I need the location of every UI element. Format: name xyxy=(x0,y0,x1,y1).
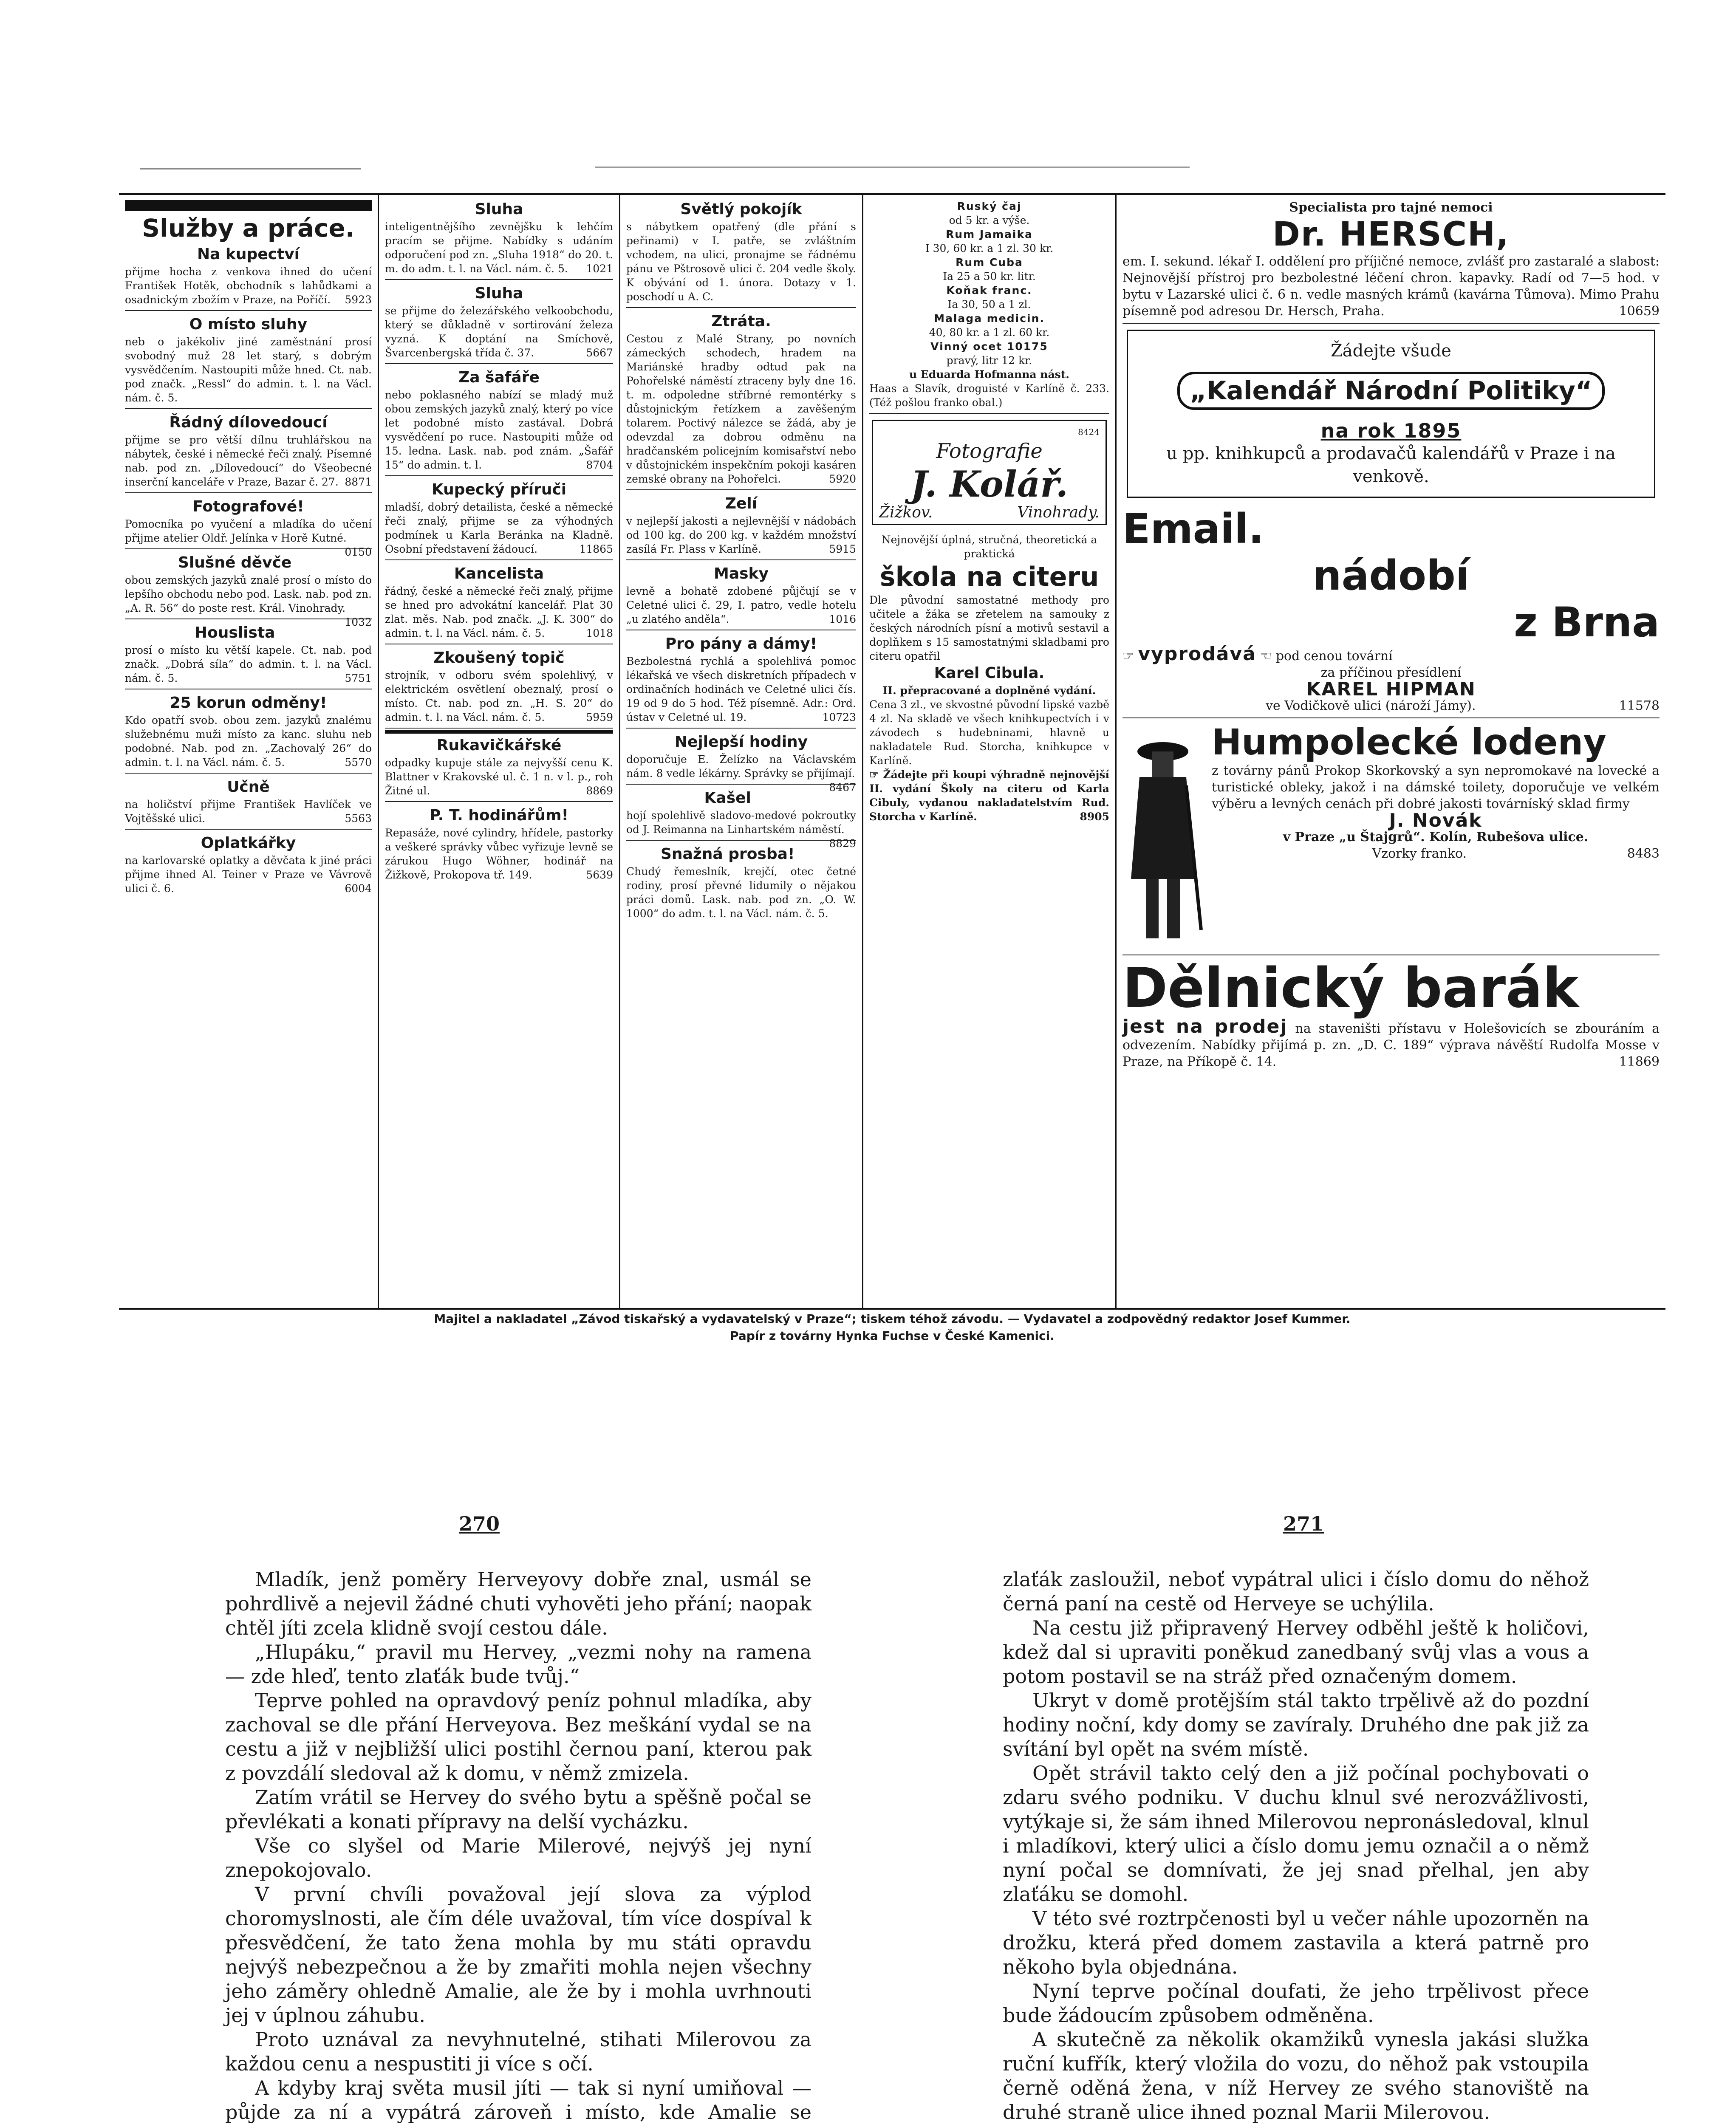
ad-text: obou zemských jazyků znalé prosí o místo do lepšího obchodu nebo pod. Lask. nab. pod zn. „A. R. 56“ do poste rest. Král. Vinohrady. xyxy=(125,574,372,614)
ad xyxy=(125,551,372,628)
ad-number: 8467 xyxy=(829,781,856,794)
ad xyxy=(385,478,613,560)
ad-number: 5667 xyxy=(586,347,613,359)
loden-ad xyxy=(1122,720,1660,955)
price-line: 40, 80 kr. a 1 zl. 60 kr. xyxy=(929,326,1050,339)
ad-title: Masky xyxy=(714,565,769,582)
ad-title: P. T. hodinářům! xyxy=(430,807,568,824)
ad-text: Chudý řemeslník, krejčí, otec četné rodiny, prosí převné lidumily o nějakou práci domů. Lask. nab. pod zn. „O. W. 1000“ do adm. t. l. na Václ. nám. č. 5. xyxy=(626,865,856,920)
scan-mark xyxy=(595,167,1190,168)
doctor-name: Dr. HERSCH, xyxy=(1272,215,1510,254)
ad-title: Humpolecké lodeny xyxy=(1212,721,1607,763)
ad-title: Kašel xyxy=(704,789,751,807)
price-line: Rum Jamaika xyxy=(946,228,1033,240)
ad-title: Kupecký příruči xyxy=(431,481,567,498)
ad-title-3: z Brna xyxy=(1514,599,1660,646)
ad-text: Dle původní samostatné methody pro učitele a žáka se zřetelem na samouky z českých národních písní a motivů sestavil a doplňkem s 15 samostatnými skladbami pro citeru opatřil xyxy=(869,594,1109,662)
ad-text: Cestou z Malé Strany, po novních zámeckých schodech, hradem na Mariánské hradby odtud pak na Pohořelské náměstí ztraceny byly dne 16. t. m. odpoledne stříbrné remontérky s důstojnickým řetízkem a zavěšeným tolarem. Poctivý nálezce se žádá, aby je odevzdal za dobrou odměnu na hradčanském policejním komisařství nebo v důstojnickém inspekčním pokoji kasáren zemské obrany na Pohořelci. xyxy=(626,333,856,485)
ad-number: 5959 xyxy=(586,711,613,723)
section-title: Služby a práce. xyxy=(142,214,355,243)
ad-number: 1016 xyxy=(829,613,856,625)
ad-text: doporučuje E. Želízko na Václavském nám. 8 vedle lékárny. Správky se přijímají. xyxy=(626,753,856,780)
ad xyxy=(626,730,856,794)
ad-text: z továrny pánů Prokop Skorkovský a syn nepromokavé na lovecké a turistické obleky, jakož i na dámské toilety, doporučuje ve velkém výběru a levných cenách při dobré jakosti továrníský sklad firmy xyxy=(1212,763,1660,811)
imprint-line-1: Majitel a nakladatel „Závod tiskařský a vydavatelský v Praze“; tiskem téhož závodu. — Vydavatel a zodpovědný redaktor Josef Kummer. xyxy=(434,1312,1351,1326)
ad-title: Houslista xyxy=(194,624,275,641)
ad-top-line: Specialista pro tajné nemoci xyxy=(1289,200,1493,215)
ad-title: Oplatkářky xyxy=(201,834,296,852)
calendar-title: „Kalendář Národní Politiky“ xyxy=(1177,372,1605,410)
price-line: Vinný ocet 10175 xyxy=(930,340,1048,353)
ad xyxy=(626,492,856,560)
ad-title: Snažná prosba! xyxy=(660,845,795,863)
location-left: Žižkov. xyxy=(879,504,933,521)
ad-title: Učně xyxy=(227,778,270,796)
paragraph: V první chvíli považoval její slova za výplod choromyslnosti, ale čím déle uvažoval, tím více dospíval k přesvědčení, že tato žena mohla by mu státi opravdu nejvýš nebezpečnou a že by zmařiti mohla nejen všechny jeho záměry ohledně Amalie, ale že by i mohla uvrhnouti jej v úplnou záhubu. xyxy=(225,1883,811,2027)
ad-title: Ztráta. xyxy=(711,313,771,330)
ads-column-5 xyxy=(1117,195,1665,1308)
ad xyxy=(125,313,372,409)
ad xyxy=(626,632,856,729)
advertisement-section xyxy=(119,193,1665,1310)
price-line: od 5 kr. a výše. xyxy=(949,214,1030,226)
ad-title: Světlý pokojík xyxy=(680,201,802,218)
ad-number: 8869 xyxy=(586,785,613,797)
paragraph: Vše co slyšel od Marie Milerové, nejvýš jej nyní znepokojovalo. xyxy=(225,1834,811,1881)
ad-title: Dělnický barák xyxy=(1122,957,1579,1020)
price-line: u Eduarda Hofmanna nást. xyxy=(909,368,1069,381)
ad-title: Kancelista xyxy=(454,565,544,582)
ad-number: 10659 xyxy=(1619,304,1660,319)
ad-title: Fotografové! xyxy=(192,498,304,515)
ad-number: 5915 xyxy=(829,543,856,555)
paragraph: Ukryt v domě protějším stál takto trpělivě až do pozdní hodiny noční, kdy domy se zavíraly. Druhého dne pak již za svítání byl opět na svém místě. xyxy=(1003,1689,1589,1760)
ad-text: nebo poklasného nabízí se mladý muž obou zemských jazyků znalý, který po více let podobné místo zastával. Dobrá vysvědčení po ruce. Nastoupiti může od 15. ledna. Lask. nab. pod znám. „Šafář 15“ do admin. t. l. xyxy=(385,389,613,471)
ad-note: Žádejte při koupi výhradně nejnovější II. vydání Školy na citeru od Karla Cibuly, vydanou nakladatelstvím Rud. Storcha v Karlíně. xyxy=(869,768,1109,823)
ad-number: 5751 xyxy=(345,672,372,684)
ad-title: Nejlepší hodiny xyxy=(674,733,808,751)
ad-title: Za šafáře xyxy=(458,369,540,386)
ad xyxy=(125,621,372,689)
calendar-year: na rok 1895 xyxy=(1320,419,1462,442)
ad-title: 25 korun odměny! xyxy=(170,694,327,712)
scan-mark xyxy=(140,168,361,169)
ad xyxy=(626,786,856,850)
pointing-hand-icon: ☞ xyxy=(1122,649,1134,664)
price-line: Koňak franc. xyxy=(946,284,1032,297)
ad-title: O místo sluhy xyxy=(189,316,308,333)
paragraph: Na cestu již připravený Hervey odběhl ještě k holičovi, kdež dal si upraviti poněkud zanedbaný svůj vlas a vous a potom postavil se na stráž před označeným domem. xyxy=(1003,1616,1589,1688)
ad-number: 8424 xyxy=(1078,427,1100,437)
paragraph: zlaťák zasloužil, neboť vypátral ulici i číslo domu do něhož černá paní na cestě od Herveye se uchýlila. xyxy=(1003,1568,1589,1615)
ad-text: přijme hocha z venkova ihned do učení František Hotěk, obchodník s lahůdkami a osadnickým zbožím v Praze, na Poříčí. xyxy=(125,266,372,306)
ad-intro: Nejnovější úplná, stručná, theoretická a praktická xyxy=(881,534,1097,560)
ad-text: na karlovarské oplatky a děvčata k jiné práci přijme ihned Al. Teiner v Praze ve Vávrově ulici č. 6. xyxy=(125,854,372,895)
ad-number: 1018 xyxy=(586,627,613,639)
ad-title: Zkoušený topič xyxy=(433,649,565,667)
enamel-ad xyxy=(1122,504,1660,718)
ad-text: s nábytkem opatřený (dle přání s peřinami) v I. patře, se zvláštním vchodem, na ulici, pronajme se řádnému pánu ve Pštrosově ulici č. 204 vedle školy. K obývání od 1. února. Dotazy v 1. poschodí u A. C. xyxy=(626,220,856,303)
price-list-ad xyxy=(869,198,1109,414)
story-column-right xyxy=(1003,1568,1589,2124)
ad-number: 10723 xyxy=(822,711,856,723)
page-number-left: 270 xyxy=(459,1512,500,1535)
merchant-name: KAREL HIPMAN xyxy=(1306,678,1476,700)
ad-text: prosí o místo ku větší kapele. Ct. nab. pod značk. „Dobrá síla“ do admin. t. l. na Václ. nám. č. 5. xyxy=(125,644,372,684)
ads-column-4 xyxy=(863,195,1117,1308)
ad-text: v nejlepší jakosti a nejlevnější v nádobách od 100 kg. do 200 kg. v každém množství zasílá Fr. Plass v Karlíně. xyxy=(626,515,856,555)
ad-title: Zelí xyxy=(725,495,758,512)
ad-number: 5563 xyxy=(345,812,372,825)
ad xyxy=(385,730,613,802)
ad-number: 8829 xyxy=(829,837,856,850)
ad-sale: vyprodává xyxy=(1138,643,1256,665)
ads-column-3 xyxy=(620,195,863,1308)
ad-price: Cena 3 zl., ve skvostné původní lipské vazbě 4 zl. Na skladě ve všech knihkupectvích i v závodech s hudebninami, hlavně u nakladatele Rud. Storcha, knihkupce v Karlíně. xyxy=(869,698,1109,767)
ads-column-1 xyxy=(119,195,379,1308)
ad-number: 5570 xyxy=(345,756,372,768)
ad-title: škola na citeru xyxy=(879,561,1099,592)
ad-subtitle: jest na prodej xyxy=(1122,1016,1288,1037)
ad-number: 5639 xyxy=(586,869,613,881)
paragraph: V této své roztrpčenosti byl u večer náhle upozorněn na drožku, která před domem zastavila a která patrně pro někoho byla objednána. xyxy=(1003,1907,1589,1978)
price-line: I 30, 60 kr. a 1 zl. 30 kr. xyxy=(925,242,1054,254)
ad xyxy=(626,310,856,490)
price-line: Ia 25 a 50 kr. litr. xyxy=(943,270,1036,282)
ad xyxy=(385,804,613,885)
ad-line: u pp. knihkupců a prodavačů kalendářů v Praze i na venkově. xyxy=(1166,444,1616,486)
specialist-ad xyxy=(1122,198,1660,324)
price-line: Haas a Slavík, droguisté v Karlíně č. 233. (Též pošlou franko obal.) xyxy=(869,382,1109,409)
ad-sale-note: pod cenou tovární xyxy=(1275,649,1393,664)
ad-samples: Vzorky franko. xyxy=(1372,846,1467,861)
ad-number: 5920 xyxy=(829,473,856,485)
price-line: pravý, litr 12 kr. xyxy=(946,354,1032,367)
ad-number: 0150 xyxy=(345,546,372,558)
firm-name: J. Novák xyxy=(1389,810,1482,831)
ad-text: em. I. sekund. lékař I. oddělení pro příjičné nemoce, zvlášť pro zastaralé a slabost: Nejnovější přístroj pro bezbolestné léčení chron. kapavky. Radí od 7—5 hod. v bytu v Lazarské ulici č. 6 n. vedle masných krámů (kavárna Tůmova). Mimo Prahu písemně pod adresou Dr. Hersch, Praha. xyxy=(1122,254,1660,319)
paragraph: Zatím vrátil se Hervey do svého bytu a spěšně počal se převlékati a konati přípravy na delší vycházku. xyxy=(225,1786,811,1833)
ad-text: inteligentnějšího zevnějšku k lehčím pracím se přijme. Nabídky s udáním odporučení pod zn. „Sluha 1918“ do 20. t. m. do adm. t. l. na Václ. nám. č. 5. xyxy=(385,220,613,275)
ad-title: Sluha xyxy=(475,201,523,218)
ad xyxy=(626,562,856,630)
ad xyxy=(385,198,613,280)
barrack-ad xyxy=(1122,957,1660,1073)
ad-text: na staveništi přístavu v Holešovicích se zbouráním a odvezením. Nabídky přijímá p. zn. „D. C. 189“ výprava návěští Rudolfa Mosse v Praze, na Příkopě č. 14. xyxy=(1122,1021,1660,1069)
ad xyxy=(125,495,372,558)
paragraph: A kdyby kraj světa musil jíti — tak si nyní umiňoval — půjde za ní a vypátrá zároveň i místo, kde Amalie se xyxy=(225,2076,811,2124)
ad-number: 1032 xyxy=(345,616,372,628)
ad xyxy=(125,691,372,774)
ad-number: 11869 xyxy=(1619,1054,1660,1069)
ad xyxy=(125,411,372,493)
price-line: Malaga medicin. xyxy=(934,312,1045,325)
ad-number: 8483 xyxy=(1627,846,1660,861)
ad-text: Bezbolestná rychlá a spolehlivá pomoc lékařská ve všech diskretních případech v ordinačních hodinách ve Celetné ulici čís. 19 od 9 do 5 hod. Též písemně. Adr.: Ord. ústav v Celetné ul. 19. xyxy=(626,655,856,723)
pointing-hand-icon: ☜ xyxy=(1260,649,1272,664)
ad-text: řádný, české a německé řeči znalý, přijme se hned pro advokátní kancelář. Plat 30 zlat. měs. Nab. pod značk. „J. K. 300“ do admin. t. l. na Václ. nám. č. 5. xyxy=(385,585,613,639)
ad xyxy=(125,831,372,899)
ad-title: Řádný dílovedoucí xyxy=(169,414,328,431)
ad-title: Rukavičkářské xyxy=(436,737,562,754)
ad-reason: za příčinou přesídlení xyxy=(1320,665,1462,680)
ad-text: hojí spolehlivě sladovo-medové pokroutky od J. Reimanna na Linhartském náměstí. xyxy=(626,809,856,836)
ad-text: mladší, dobrý detailista, české a německé řeči znalý, přijme se za výhodných podmínek u Karla Beránka na Kladně. Osobní představení žádoucí. xyxy=(385,501,613,555)
ad-title-2: nádobí xyxy=(1312,552,1470,599)
price-line: Ia 30, 50 a 1 zl. xyxy=(947,298,1031,311)
ad-address: v Praze „u Štajgrů“. Kolín, Rubešova ulice. xyxy=(1283,830,1589,845)
hunter-illustration xyxy=(1122,726,1203,947)
imprint xyxy=(119,1311,1665,1344)
ad xyxy=(125,775,372,830)
ad-number: 8905 xyxy=(1080,811,1109,823)
zither-school-ad xyxy=(869,531,1109,827)
ad-title: Slušné děvče xyxy=(178,554,292,571)
photographer-name: J. Kolář. xyxy=(910,463,1069,505)
ad-text: strojník, v odboru svém spolehlivý, v elektrickém osvětlení obeznalý, prosí o místo. Ct. nab. pod zn. „H. S. 20“ do admin. t. l. na Václ. nám. č. 5. xyxy=(385,669,613,723)
ad-number: 11865 xyxy=(579,543,613,555)
ad-number: 1021 xyxy=(586,263,613,275)
ad-title-1: Email. xyxy=(1122,505,1264,553)
photo-heading: Fotografie xyxy=(936,439,1043,463)
paragraph: A skutečně za několik okamžiků vynesla jakási služka ruční kufřík, který vložila do vozu, do něhož pak vstoupila černě oděná žena, v níž Hervey ze svého stanoviště na druhé straně ulice ihned poznal Marii Milerovou. xyxy=(1003,2028,1589,2124)
price-line: Rum Cuba xyxy=(956,256,1023,268)
ad xyxy=(626,198,856,308)
ad xyxy=(385,282,613,364)
ad-title: Pro pány a dámy! xyxy=(665,635,817,652)
story-column-left xyxy=(225,1568,811,2124)
ad-title: Na kupectví xyxy=(197,246,300,263)
paragraph: Mladík, jenž poměry Herveyovy dobře znal, usmál se pohrdlivě a nejevil žádné chuti vyhověti jeho přání; naopak chtěl jíti zcela klidně svojí cestou dále. xyxy=(225,1568,811,1639)
ad-number: 8704 xyxy=(586,459,613,471)
paragraph: Nyní teprve počínal doufati, že jeho trpělivost přece bude žádoucím způsobem odměněna. xyxy=(1003,1980,1589,2027)
calendar-ad xyxy=(1127,330,1655,498)
ad-text: se přijme do železářského velkoobchodu, který se důkladně v sortirování železa vyzná. K doptání na Smíchově, Švarcenbergská třída č. 37. xyxy=(385,305,613,359)
ad-line: Žádejte všude xyxy=(1331,341,1451,361)
pointing-hand-icon: ☞ xyxy=(869,768,879,781)
ad-text: levně a bohatě zdobené půjčují se v Celetné ulici č. 29, I. patro, vedle hotelu „u zlatého anděla“. xyxy=(626,585,856,625)
ad-text: přijme se pro větší dílnu truhlářskou na nábytek, české i německé řeči znalý. Písemné nab. pod zn. „Dílovedoucí“ do Všeobecné inserční kanceláře v Praze, Bazar č. 27. xyxy=(125,434,372,488)
author-name: Karel Cibula. xyxy=(934,664,1045,682)
imprint-line-2: Papír z továrny Hynka Fuchse v České Kamenici. xyxy=(730,1329,1055,1343)
ad xyxy=(385,366,613,476)
paragraph: Proto uznával za nevyhnutelné, stihati Milerovou za každou cenu a nespustiti ji více s očí. xyxy=(225,2028,811,2075)
ad-number: 11578 xyxy=(1619,698,1660,713)
ad-address: ve Vodičkově ulici (nároží Jámy). xyxy=(1266,698,1476,713)
location-right: Vinohrady. xyxy=(1017,504,1100,521)
paragraph: „Hlupáku,“ pravil mu Hervey, „vezmi nohy na ramena — zde hleď, tento zlaťák bude tvůj.“ xyxy=(225,1641,811,1688)
price-line: Ruský čaj xyxy=(957,200,1022,212)
column-top-rule xyxy=(125,200,372,211)
ad xyxy=(125,243,372,311)
ad-number: 5923 xyxy=(345,294,372,306)
paragraph: Teprve pohled na opravdový peníz pohnul mladíka, aby zachoval se dle přání Herveyova. Bez meškání vydal se na cestu a již v nejbližší ulici postihl černou paní, kterou pak z povzdálí sledoval až k domu, v němž zmizela. xyxy=(225,1689,811,1785)
ad-number: 8871 xyxy=(345,476,372,488)
ad xyxy=(385,646,613,729)
ad-text: na holičství přijme František Havlíček ve Vojtěšské ulici. xyxy=(125,798,372,825)
ads-column-2 xyxy=(379,195,620,1308)
paragraph: Opět strávil takto celý den a již počínal pochybovati o zdaru svého podniku. V duchu klnul své nerozvážlivosti, vytýkaje si, že sám ihned Milerovou nepronásledoval, klnul i mladíkovi, který ulici a číslo domu jemu označil a o němž nyní počal se domnívati, že jej snad přelhal, jen aby zlaťáku se domohl. xyxy=(1003,1762,1589,1906)
ad xyxy=(385,562,613,644)
ad-number: 6004 xyxy=(345,882,372,895)
ad-text: Repasáže, nové cylindry, hřídele, pastorky a veškeré správky vůbec vyřizuje levně se zárukou Hugo Wöhner, hodinář na Žižkově, Prokopova tř. 149. xyxy=(385,827,613,881)
ad-title: Sluha xyxy=(475,285,523,302)
ad-text: odpadky kupuje stále za nejvyšší cenu K. Blattner v Krakovské ul. č. 1 n. v l. p., roh Žitné ul. xyxy=(385,757,613,797)
page-number-right: 271 xyxy=(1283,1512,1324,1535)
ad-text: Kdo opatří svob. obou zem. jazyků znalému služebnému muži místo za kanc. sluhu neb podobné. Nab. pod zn. „Zachovalý 26“ do admin. t. l. na Václ. nám. č. 5. xyxy=(125,714,372,768)
ad-text: Pomocníka po vyučení a mladíka do učení přijme atelier Oldř. Jelínka v Horě Kutné. xyxy=(125,518,372,544)
ad-text: neb o jakékoliv jiné zaměstnání prosí svobodný muž 28 let starý, s dobrým vysvědčením. Nastoupiti může hned. Ct. nab. pod značk. „Ressl“ do admin. t. l. na Václ. nám. č. 5. xyxy=(125,336,372,404)
photographer-ad xyxy=(872,420,1107,525)
edition: II. přepracované a doplněné vydání. xyxy=(882,684,1096,697)
ad xyxy=(626,842,856,924)
